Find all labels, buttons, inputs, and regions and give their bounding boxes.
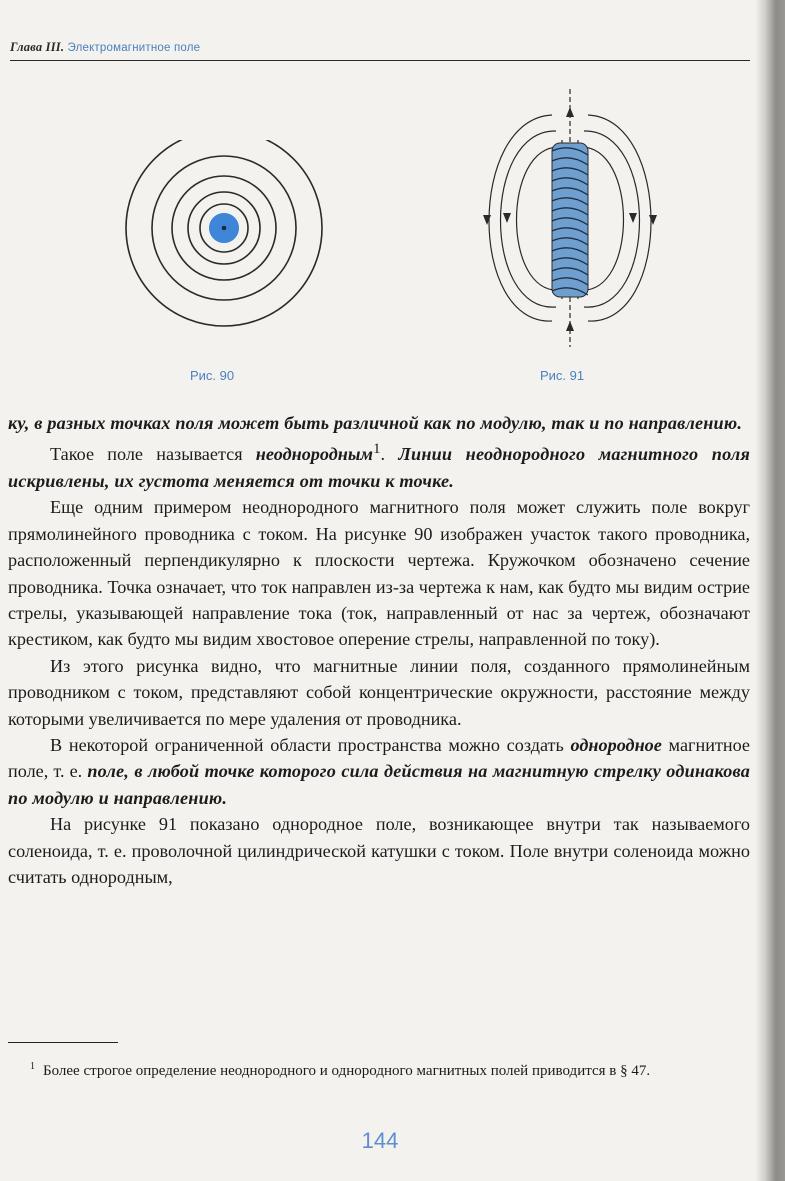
figure-91-caption: Рис. 91 xyxy=(540,368,585,383)
figure-90-caption: Рис. 90 xyxy=(190,368,235,383)
footnote xyxy=(8,1056,750,1082)
page-number: 144 xyxy=(361,1128,399,1153)
arrow-left xyxy=(483,215,491,225)
paragraph-5: В некоторой ограниченной области пространства можно создать однородное магнитное поле, т. е. поле, в любой точке которого сила действия на магнитную стрелку одинакова по модулю и направлению. xyxy=(8,734,751,808)
arrow-bottom xyxy=(566,321,574,331)
page-binding-shadow xyxy=(755,0,785,1181)
field-loop-left-middle xyxy=(501,131,557,307)
figure-91-solenoid-field xyxy=(482,85,662,355)
footnote-divider xyxy=(8,1042,118,1043)
figure-90-conductor-field xyxy=(100,140,350,380)
arrow-top xyxy=(566,107,574,117)
current-dot xyxy=(222,226,227,231)
chapter-label: Глава III. xyxy=(10,40,65,54)
body-text xyxy=(8,410,750,890)
paragraph-1: ку, в разных точках поля может быть различной как по модулю, так и по направлению. xyxy=(8,413,743,433)
paragraph-6: На рисунке 91 показано однородное поле, возникающее внутри так называемого соленоида, т. е. проволочной цилиндрической катушки с током. Поле внутри соленоида можно считать однородным, xyxy=(8,814,750,887)
footnote-ref[interactable]: 1 xyxy=(372,440,381,458)
solenoid-coil-body xyxy=(552,143,588,297)
paragraph-3: Еще одним примером неоднородного магнитного поля может служить поле вокруг прямолинейного проводника с током. На рисунке 90 изображен участок такого проводника, расположенный перпендикулярно к плоскости чертежа. Кружочком обозначено сечение проводника. Точка означает, что ток направлен из-за чертежа к нам, как будто мы видим острие стрелы, указывающей направление тока (ток, направленный от нас за чертеж, обозначают крестиком, как будто мы видим хвостовое оперение стрелы, направленной по току). xyxy=(8,497,750,650)
paragraph-2: Такое поле называется неоднородным$^1$. Линии неоднородного магнитного поля искривлены, их густота меняется от точки к точке. xyxy=(8,440,751,491)
running-header xyxy=(10,40,750,61)
footnote-text: Более строгое определение неоднородного и однородного магнитных полей приводится в § 47. xyxy=(43,1063,651,1079)
paragraph-4: Из этого рисунка видно, что магнитные линии поля, созданного прямолинейным проводником с током, представляют собой концентрические окружности, расстояние между которыми увеличивается по мере удаления от проводника. xyxy=(8,655,750,729)
arrow-right xyxy=(649,215,657,225)
field-loop-right-middle xyxy=(584,131,640,307)
section-title: Электромагнитное поле xyxy=(67,42,201,54)
footnote-mark: 1 xyxy=(30,1061,35,1072)
